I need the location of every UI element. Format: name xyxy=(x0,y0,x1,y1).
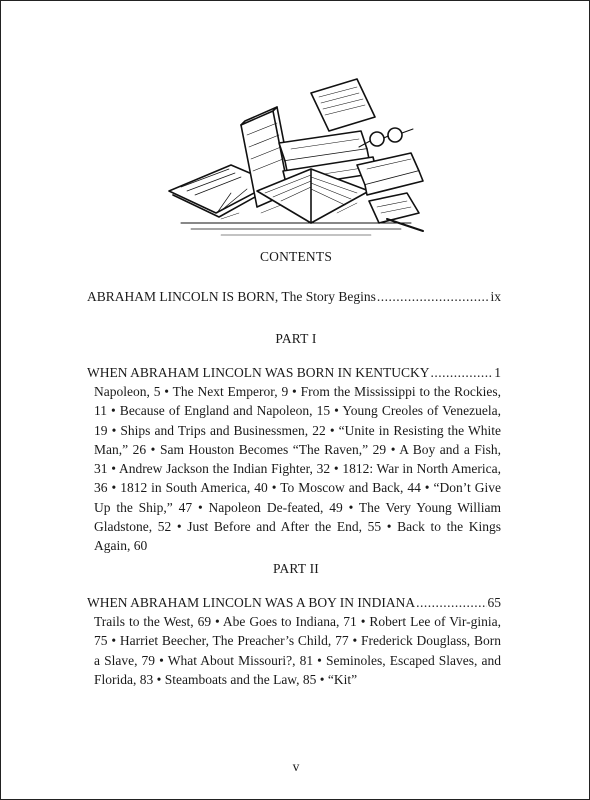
books-illustration xyxy=(161,73,431,248)
dot-leader xyxy=(431,363,494,382)
page-number: v xyxy=(292,759,300,774)
part-heading: PART II xyxy=(273,561,319,576)
toc-part-2 xyxy=(87,593,501,689)
dot-leader xyxy=(377,287,490,306)
toc-entry-page: ix xyxy=(490,289,501,304)
toc-entry-title: ABRAHAM LINCOLN IS BORN, The Story Begins xyxy=(87,289,376,304)
chapter-title: WHEN ABRAHAM LINCOLN WAS A BOY IN INDIANA xyxy=(87,595,416,610)
toc-part-1 xyxy=(87,363,501,556)
toc-entry-intro xyxy=(87,287,501,306)
chapter-page: 65 xyxy=(487,595,501,610)
chapter-title: WHEN ABRAHAM LINCOLN WAS BORN IN KENTUCKY xyxy=(87,365,430,380)
chapter-page: 1 xyxy=(494,365,501,380)
dot-leader xyxy=(416,593,486,612)
contents-heading: CONTENTS xyxy=(259,249,333,264)
part-heading: PART I xyxy=(275,331,317,346)
section-list: Trails to the West, 69 • Abe Goes to Indiana, 71 • Robert Lee of Vir-ginia, 75 • Harriet Beecher, The Preacher’s Child, 77 • Frederick Douglass, Born a Slave, 79 • What About Missouri?, 81 • Seminoles, Escaped Slaves, and Florida, 83 • Steamboats and the Law, 85 • “Kit” xyxy=(94,614,501,687)
section-list: Napoleon, 5 • The Next Emperor, 9 • From the Mississippi to the Rockies, 11 • Because of England and Napoleon, 15 • Young Creoles of Venezuela, 19 • Ships and Trips and Businessmen, 22 • “Unite in Resisting the White Man,” 26 • Sam Houston Becomes “The Raven,” 29 • A Boy and a Fish, 31 • Andrew Jackson the Indian Fighter, 32 • 1812: War in North America, 36 • 1812 in South America, 40 • To Moscow and Back, 44 • “Don’t Give Up the Ship,” 47 • Napoleon De-feated, 49 • The Very Young William Gladstone, 52 • Just Before and After the End, 55 • Back to the Kings Again, 60 xyxy=(94,384,501,554)
